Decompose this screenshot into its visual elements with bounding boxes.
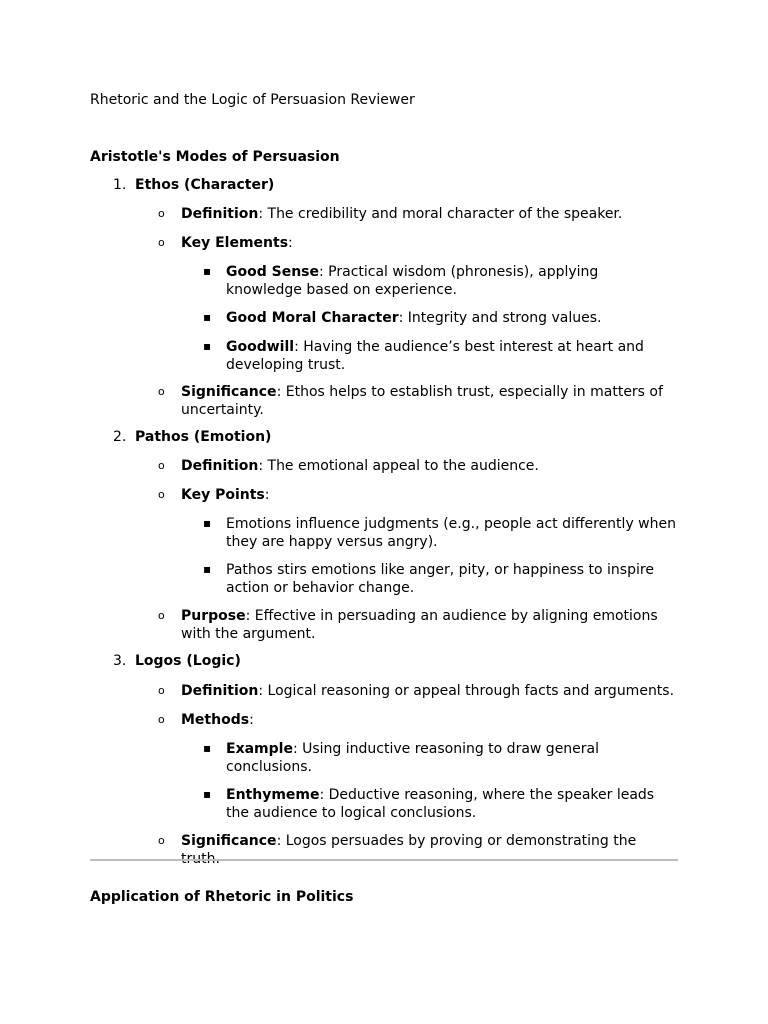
circle-bullet-icon: o <box>158 385 165 398</box>
circle-bullet-icon: o <box>158 459 165 472</box>
circle-bullet-icon: o <box>158 684 165 697</box>
square-bullet-icon: ▪ <box>203 516 212 530</box>
numbered-item-logos <box>113 653 241 669</box>
body: : Logical reasoning or appeal through facts and arguments. <box>258 683 675 699</box>
item-number: 2. <box>113 429 127 445</box>
label: Methods <box>181 712 250 728</box>
item-title: Logos (Logic) <box>135 653 241 669</box>
item-title: Pathos (Emotion) <box>135 429 272 445</box>
square-bullet-icon: ▪ <box>203 310 212 324</box>
label: Enthymeme <box>226 787 320 803</box>
section-heading-politics: Application of Rhetoric in Politics <box>90 889 354 905</box>
numbered-item-pathos <box>113 429 271 445</box>
body: : The emotional appeal to the audience. <box>258 458 539 474</box>
body: : <box>264 487 270 503</box>
label: Purpose <box>181 608 246 624</box>
label: Key Points <box>181 487 265 503</box>
circle-bullet-icon: o <box>158 834 165 847</box>
body: : Having the audience’s best interest at heart and developing trust. <box>226 339 644 373</box>
body: : <box>249 712 254 728</box>
label: Significance <box>181 833 277 849</box>
label: Good Moral Character <box>226 310 399 326</box>
document-title: Rhetoric and the Logic of Persuasion Reviewer <box>90 92 415 108</box>
label: Good Sense <box>226 264 319 280</box>
body: : Integrity and strong values. <box>398 310 602 326</box>
item-title: Ethos (Character) <box>135 177 275 193</box>
body: : Logos persuades by proving or demonstrating the truth. <box>181 833 637 867</box>
body: Pathos stirs emotions like anger, pity, or happiness to inspire action or behavior change. <box>226 562 654 596</box>
label: Definition <box>181 458 259 474</box>
item-number: 3. <box>113 653 127 669</box>
section-heading-modes: Aristotle's Modes of Persuasion <box>90 149 340 165</box>
body: : Ethos helps to establish trust, especially in matters of uncertainty. <box>181 384 663 418</box>
label: Definition <box>181 206 259 222</box>
body: : Using inductive reasoning to draw general conclusions. <box>226 741 600 775</box>
body: : The credibility and moral character of the speaker. <box>258 206 623 222</box>
circle-bullet-icon: o <box>158 713 165 726</box>
square-bullet-icon: ▪ <box>203 787 212 801</box>
label: Significance <box>181 384 277 400</box>
body: Emotions influence judgments (e.g., people act differently when they are happy versus angry). <box>226 516 676 550</box>
item-number: 1. <box>113 177 127 193</box>
square-bullet-icon: ▪ <box>203 562 212 576</box>
body: : Practical wisdom (phronesis), applying knowledge based on experience. <box>226 264 599 298</box>
square-bullet-icon: ▪ <box>203 339 212 353</box>
label: Goodwill <box>226 339 295 355</box>
body: : Effective in persuading an audience by aligning emotions with the argument. <box>181 608 658 642</box>
circle-bullet-icon: o <box>158 609 165 622</box>
circle-bullet-icon: o <box>158 488 165 501</box>
square-bullet-icon: ▪ <box>203 264 212 278</box>
circle-bullet-icon: o <box>158 207 165 220</box>
circle-bullet-icon: o <box>158 236 165 249</box>
label: Definition <box>181 683 259 699</box>
label: Example <box>226 741 293 757</box>
body: : Deductive reasoning, where the speaker leads the audience to logical conclusions. <box>226 787 655 821</box>
label: Key Elements <box>181 235 289 251</box>
numbered-item-ethos <box>113 177 274 193</box>
horizontal-divider <box>90 859 678 861</box>
square-bullet-icon: ▪ <box>203 741 212 755</box>
body: : <box>288 235 293 251</box>
